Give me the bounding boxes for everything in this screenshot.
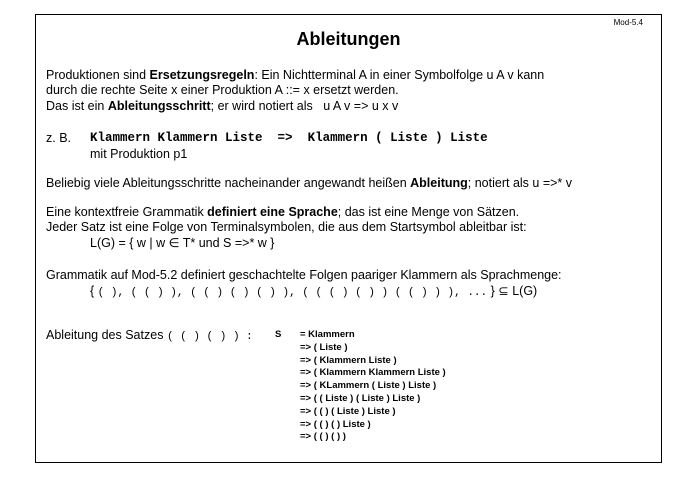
term-ersetzungsregeln: Ersetzungsregeln — [149, 68, 255, 82]
example-label: z. B. — [46, 131, 72, 145]
para2-a: Beliebig viele Ableitungsschritte nacheinander angewandt heißen — [46, 176, 411, 190]
example-rhs: Klammern ( Liste ) Liste — [307, 131, 488, 145]
term-definiert-sprache: definiert eine Sprache — [207, 205, 338, 219]
example-lhs: Klammern Klammern Liste — [90, 131, 263, 145]
para3-line1 — [46, 205, 519, 220]
para2 — [46, 176, 572, 191]
derivation-start-symbol: S — [275, 329, 282, 340]
derivation-step: => ( Liste ) — [300, 341, 348, 353]
para3-line2: Jeder Satz ist eine Folge von Terminalsymbolen, die aus dem Startsymbol ableitbar ist: — [46, 220, 527, 234]
derivation-step: => ( Klammern Klammern Liste ) — [300, 367, 446, 379]
derivation-step: => ( ( ) ( Liste ) Liste ) — [300, 405, 396, 417]
para3-line1-a: Eine kontextfreie Grammatik — [46, 205, 208, 219]
page-id: Mod-5.4 — [613, 18, 643, 27]
example-note: mit Produktion p1 — [90, 147, 188, 161]
derivation-sentence: ( ( ) ( ) ) : — [166, 331, 253, 343]
derivation-step: => ( ( ) ( ) ) — [300, 431, 346, 443]
derivation-step: => ( Klammern Liste ) — [300, 354, 397, 366]
derivation-step: = Klammern — [300, 329, 355, 340]
para2-c: ; notiert als u =>* v — [467, 176, 573, 190]
page-title: Ableitungen — [296, 29, 401, 49]
derivation-label — [46, 328, 253, 345]
para1-line3 — [46, 99, 398, 114]
derivation-label-text: Ableitung des Satzes — [46, 328, 164, 342]
set-subset-close: } ⊆ L(G) — [490, 284, 538, 298]
step-notation: u A v => u x v — [323, 99, 399, 113]
language-set — [90, 284, 537, 301]
para1-line1-a: Produktionen sind — [46, 68, 150, 82]
derivation-steps — [300, 329, 446, 444]
term-ableitung: Ableitung — [410, 176, 468, 190]
para3-line1-c: ; das ist eine Menge von Sätzen. — [337, 205, 520, 219]
example-derivation — [90, 131, 488, 146]
para1-line1-c: : Ein Nichtterminal A in einer Symbolfolge u A v kann — [254, 68, 545, 82]
para1-line2: durch die rechte Seite x einer Produktion A ::= x ersetzt werden. — [46, 83, 399, 97]
term-ableitungsschritt: Ableitungsschritt — [107, 99, 211, 113]
language-definition: L(G) = { w | w ∈ T* und S =>* w } — [90, 236, 275, 250]
slide-frame — [35, 14, 662, 463]
set-elements: ( ), ( ( ) ), ( ( ) ( ) ( ) ), ( ( ( ) ( ) ) ( ( ) ) ), ... — [97, 287, 488, 299]
set-open-brace: { — [90, 284, 95, 298]
para1-line3-a: Das ist ein — [46, 99, 108, 113]
derivation-step: => ( ( Liste ) ( Liste ) Liste ) — [300, 392, 421, 404]
derivation-step: => ( KLammern ( Liste ) Liste ) — [300, 380, 437, 392]
example-arrow: => — [277, 131, 293, 145]
para4-line1: Grammatik auf Mod-5.2 definiert geschachtelte Folgen paariger Klammern als Sprachmenge: — [46, 268, 562, 282]
para1-line3-c: ; er wird notiert als — [210, 99, 313, 113]
para1-line1 — [46, 68, 544, 83]
derivation-step: => ( ( ) ( ) Liste ) — [300, 418, 371, 430]
